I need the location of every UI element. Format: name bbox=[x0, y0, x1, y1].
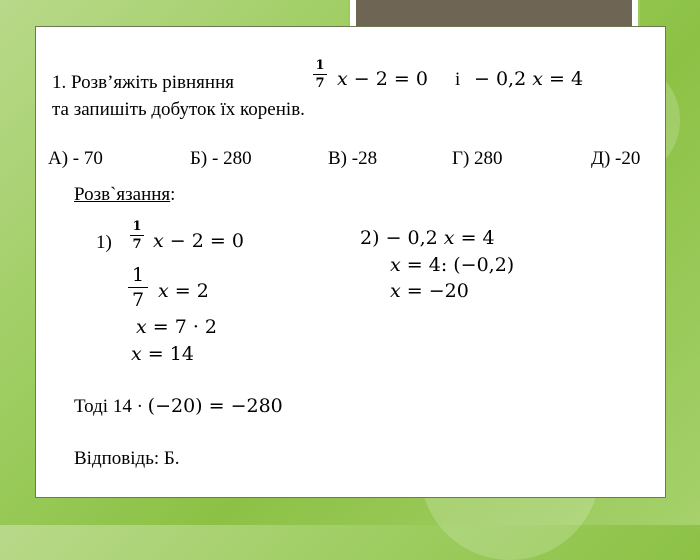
part1-step3: 𝑥 = 7 · 2 bbox=[136, 316, 218, 338]
problem-line2: та запишіть добуток їх коренів. bbox=[52, 99, 305, 120]
part2-step1: 2) − 0,2 𝑥 = 4 bbox=[360, 227, 495, 249]
part1-step1-fraction: 1 7 bbox=[130, 219, 144, 252]
part1-step1: 𝑥 − 2 = 0 bbox=[153, 230, 244, 252]
product-line: Тоді 14 · (−20) = −280 bbox=[74, 395, 283, 417]
option-b[interactable]: Б) - 280 bbox=[190, 148, 252, 169]
part2-step2: 𝑥 = 4: (−0,2) bbox=[390, 254, 515, 276]
part1-step2-fraction: 1 7 bbox=[128, 264, 148, 311]
content-panel bbox=[35, 26, 666, 498]
final-answer: Відповідь: Б. bbox=[74, 448, 180, 469]
equation-1: 𝑥 − 2 = 0 bbox=[337, 68, 428, 90]
part2-step3: 𝑥 = −20 bbox=[390, 280, 469, 302]
part1-step4: 𝑥 = 14 bbox=[131, 343, 194, 365]
problem-intro: 1. Розв’яжіть рівняння bbox=[52, 72, 234, 93]
option-d[interactable]: Д) -20 bbox=[591, 148, 641, 169]
option-g[interactable]: Г) 280 bbox=[452, 148, 503, 169]
conjunction: і bbox=[455, 69, 461, 90]
option-a[interactable]: А) - 70 bbox=[48, 148, 103, 169]
option-v[interactable]: В) -28 bbox=[328, 148, 378, 169]
equation-2: − 0,2 𝑥 = 4 bbox=[474, 68, 584, 90]
part1-step2: 𝑥 = 2 bbox=[158, 280, 209, 302]
part1-label: 1) bbox=[96, 232, 112, 253]
solution-heading: Розв`язання: bbox=[74, 184, 176, 205]
eq1-fraction: 1 7 bbox=[313, 58, 327, 91]
